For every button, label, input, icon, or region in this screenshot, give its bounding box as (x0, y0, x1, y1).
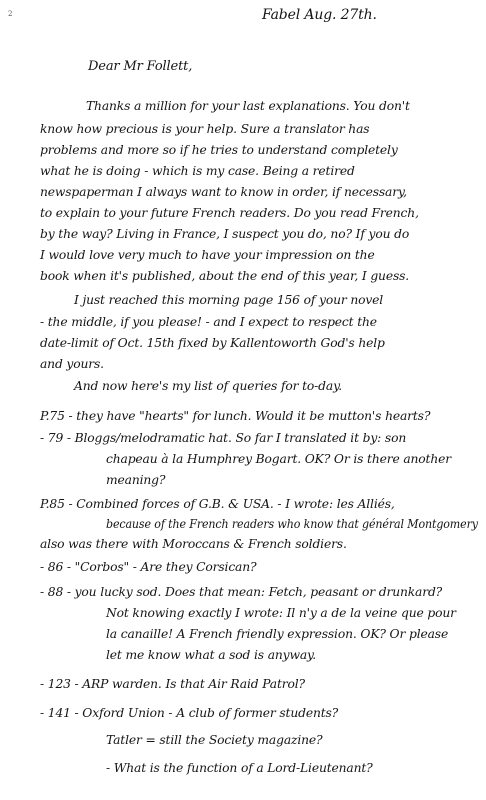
query-line: let me know what a sod is anyway. (106, 648, 316, 662)
letter-line: to explain to your future French readers. Do you read French, (40, 206, 419, 220)
letter-line: date-limit of Oct. 15th fixed by Kallentoworth God's help (40, 336, 385, 350)
query-line: - What is the function of a Lord-Lieutenant? (106, 761, 373, 775)
query-line: Tatler = still the Society magazine? (106, 733, 323, 747)
query-line: also was there with Moroccans & French soldiers. (40, 537, 347, 551)
query-line: - 123 - ARP warden. Is that Air Raid Patrol? (40, 677, 305, 691)
letter-line: by the way? Living in France, I suspect you do, no? If you do (40, 227, 410, 241)
salutation: Dear Mr Follett, (88, 59, 193, 74)
query-line: chapeau à la Humphrey Bogart. OK? Or is there another (106, 452, 451, 466)
query-line: - 79 - Bloggs/melodramatic hat. So far I translated it by: son (40, 431, 407, 445)
corner-mark: 2 (8, 10, 13, 18)
query-line: - 88 - you lucky sod. Does that mean: Fetch, peasant or drunkard? (40, 585, 443, 599)
letter-line: book when it's published, about the end of this year, I guess. (40, 269, 410, 283)
query-line: la canaille! A French friendly expression. OK? Or please (106, 627, 449, 641)
query-line: meaning? (106, 473, 166, 487)
letter-line: I just reached this morning page 156 of your novel (74, 293, 384, 307)
letter-line: newspaperman I always want to know in order, if necessary, (40, 185, 407, 199)
query-line: P.75 - they have "hearts" for lunch. Would it be mutton's hearts? (40, 409, 431, 423)
letter-line: I would love very much to have your impression on the (40, 248, 375, 262)
letter-line: Thanks a million for your last explanations. You don't (86, 99, 410, 113)
letter-line: what he is doing - which is my case. Being a retired (40, 164, 355, 178)
letter-line: and yours. (40, 357, 104, 371)
letter-date: Fabel Aug. 27th. (262, 7, 377, 23)
query-line: - 141 - Oxford Union - A club of former students? (40, 706, 339, 720)
letter-line: And now here's my list of queries for to-day. (74, 379, 342, 393)
query-line: because of the French readers who know that général Montgomery (106, 517, 478, 531)
letter-line: know how precious is your help. Sure a translator has (40, 122, 370, 136)
query-line: P.85 - Combined forces of G.B. & USA. - I wrote: les Alliés, (40, 497, 395, 511)
query-line: - 86 - "Corbos" - Are they Corsican? (40, 560, 257, 574)
query-line: Not knowing exactly I wrote: Il n'y a de la veine que pour (106, 606, 456, 620)
letter-line: problems and more so if he tries to understand completely (40, 143, 398, 157)
letter-line: - the middle, if you please! - and I expect to respect the (40, 315, 377, 329)
